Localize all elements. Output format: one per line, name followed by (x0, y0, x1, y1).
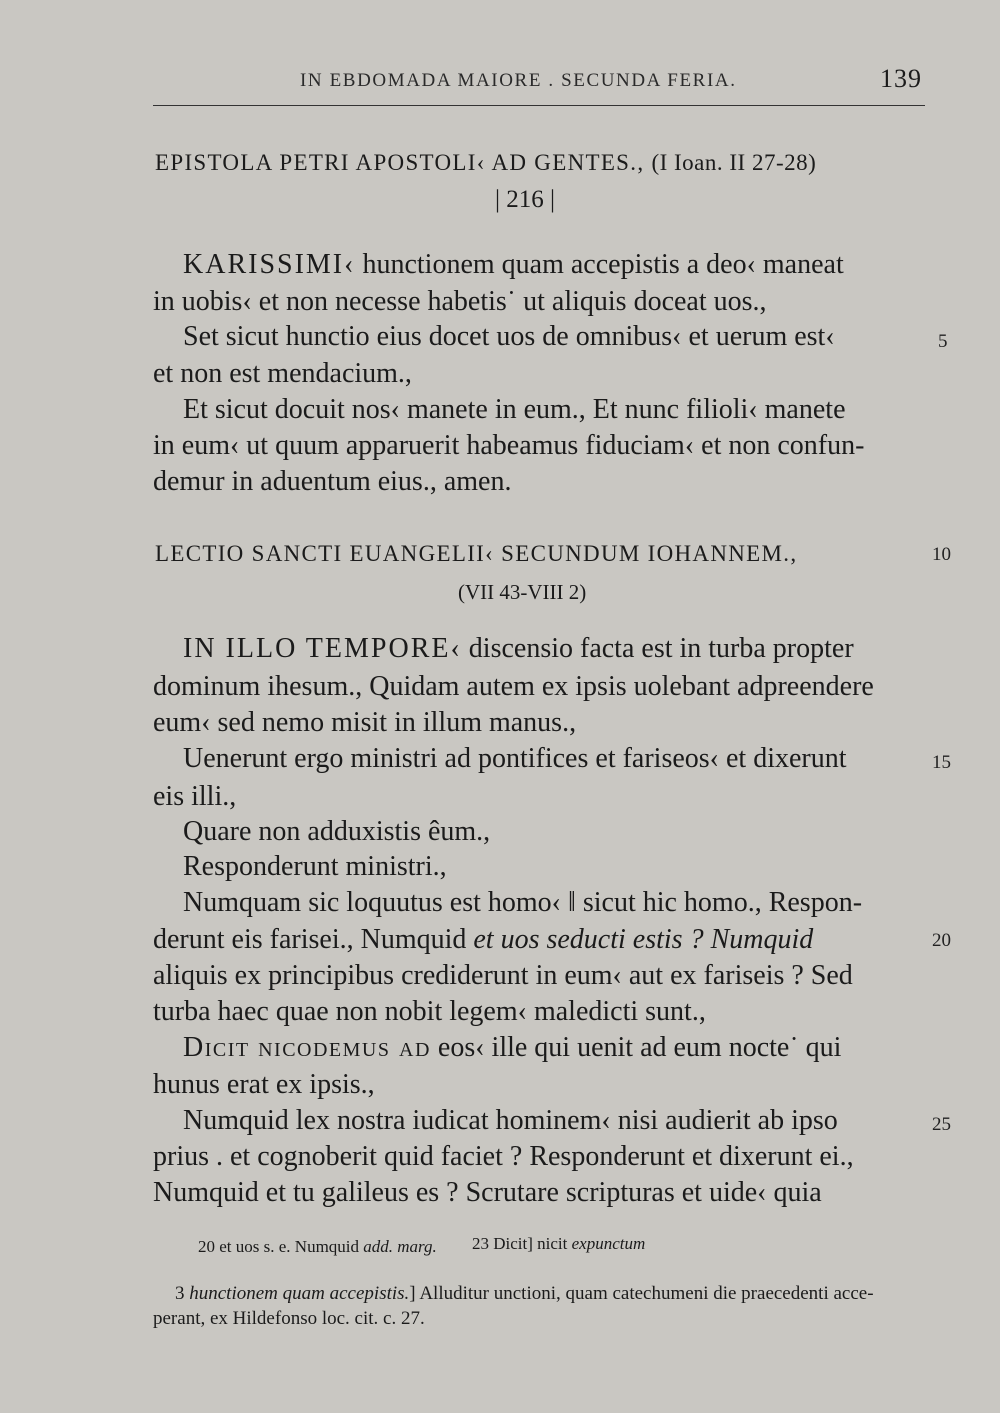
epistola-line-1 (183, 251, 844, 279)
lectio-reference: (VII 43-VIII 2) (458, 580, 587, 604)
lectio-line-2: dominum ihesum., Quidam autem ex ipsis uolebant adpreendere (153, 671, 874, 702)
apparatus-note-1-text: 20 et uos s. e. Numquid (198, 1237, 364, 1256)
apparatus-note-2 (472, 1234, 645, 1254)
epistola-line-6: in eum‹ ut quum apparuerit habeamus fiduciam‹ et non confun- (153, 430, 865, 461)
lectio-line-13: hunus erat ex ipsis., (153, 1069, 375, 1100)
section-number: | 216 | (495, 186, 556, 213)
footnote-line-2: perant, ex Hildefonso loc. cit. c. 27. (153, 1308, 425, 1329)
epistola-line-1-rest: hunctionem quam accepistis a deo‹ maneat (355, 249, 844, 280)
line-number-20: 20 (932, 930, 951, 951)
apparatus-note-1 (198, 1237, 437, 1257)
epistola-line-2: in uobis‹ et non necesse habetis˙ ut aliquis doceat uos., (153, 286, 767, 317)
line-number-10: 10 (932, 544, 951, 565)
dicit-nicodemus: Dicit nicodemus ad (183, 1032, 431, 1063)
lectio-line-1-rest: discensio facta est in turba propter (461, 633, 854, 664)
epistola-line-4: et non est mendacium., (153, 358, 412, 389)
lectio-line-11: turba haec quae non nobit legem‹ maledicti sunt., (153, 996, 706, 1027)
marginal-addition: et uos seducti estis ? Numquid (473, 924, 814, 955)
epistola-title-text: EPISTOLA PETRI APOSTOLI‹ AD GENTES., (155, 150, 645, 175)
lectio-line-16: Numquid et tu galileus es ? Scrutare scripturas et uide‹ quia (153, 1177, 822, 1208)
lectio-line-4: Uenerunt ergo ministri ad pontifices et fariseos‹ et dixerunt (183, 743, 847, 774)
incipit-caps: KARISSIMI‹ (183, 249, 356, 280)
lectio-line-5: eis illi., (153, 781, 237, 812)
epistola-line-3: Set sicut hunctio eius docet uos de omnibus‹ et uerum est‹ (183, 321, 835, 352)
incipit-caps: IN ILLO TEMPORE‹ (183, 633, 462, 664)
lectio-line-9 (153, 926, 813, 954)
lectio-line-15: prius . et cognoberit quid faciet ? Responderunt et dixerunt ei., (153, 1141, 854, 1172)
lectio-line-8: Numquam sic loquutus est homo‹ ‖ sicut hic homo., Respon- (183, 887, 863, 918)
epistola-line-5: Et sicut docuit nos‹ manete in eum., Et nunc filioli‹ manete (183, 394, 846, 425)
header-rule (153, 105, 925, 106)
lectio-line-9-a: derunt eis farisei., Numquid (153, 924, 474, 955)
epistola-reference: (I Ioan. II 27-28) (651, 150, 817, 175)
lectio-title: LECTIO SANCTI EUANGELII‹ SECUNDUM IOHANNEM., (155, 541, 798, 566)
lectio-line-6: Quare non adduxistis êum., (183, 816, 491, 847)
apparatus-note-2-italic: expunctum (571, 1234, 646, 1253)
lectio-line-3: eum‹ sed nemo misit in illum manus., (153, 707, 577, 738)
footnote-line-1 (175, 1283, 874, 1305)
page-number: 139 (880, 64, 922, 93)
line-number-5: 5 (938, 331, 948, 352)
lectio-line-10: aliquis ex principibus crediderunt in eum‹ aut ex fariseis ? Sed (153, 960, 853, 991)
lectio-line-12 (183, 1034, 841, 1062)
footnote-number: 3 (175, 1283, 190, 1304)
line-number-15: 15 (932, 752, 951, 773)
epistola-line-7: demur in aduentum eius., amen. (153, 466, 512, 497)
lectio-line-7: Responderunt ministri., (183, 851, 447, 882)
footnote-lemma: hunctionem quam accepistis. (189, 1283, 410, 1304)
apparatus-note-1-italic: add. marg. (363, 1237, 437, 1256)
lectio-line-12-b: eos‹ ille qui uenit ad eum nocte˙ qui (430, 1032, 842, 1063)
lectio-line-1 (183, 635, 854, 663)
footnote-text-1: ] Alluditur unctioni, quam catechumeni die praecedenti acce- (409, 1283, 874, 1304)
epistola-title (155, 150, 816, 176)
running-title: IN EBDOMADA MAIORE . SECUNDA FERIA. (300, 70, 737, 91)
apparatus-note-2-text: 23 Dicit] nicit (472, 1234, 572, 1253)
line-number-25: 25 (932, 1114, 951, 1135)
lectio-line-14: Numquid lex nostra iudicat hominem‹ nisi audierit ab ipso (183, 1105, 838, 1136)
